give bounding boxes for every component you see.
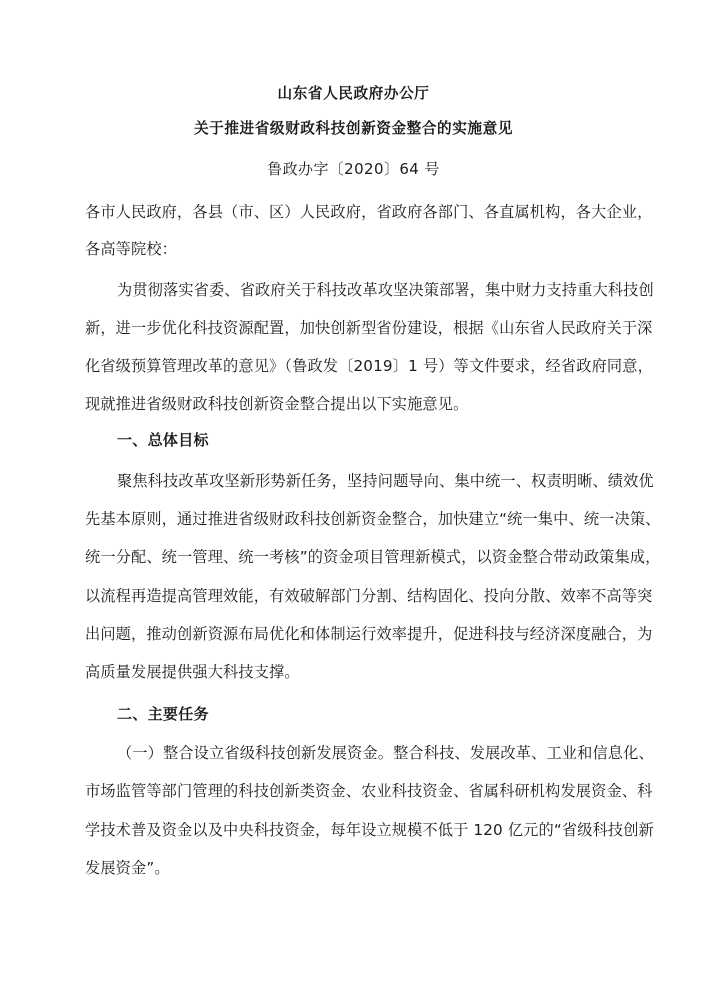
- paragraph-line: （一）整合设立省级科技创新发展资金。整合科技、发展改革、工业和信息化、: [117, 744, 654, 762]
- paragraph-line: 现就推进省级财政科技创新资金整合提出以下实施意见。: [85, 395, 469, 413]
- document-number: 鲁政办字〔2020〕64 号: [267, 160, 440, 178]
- paragraph-line: 先基本原则，通过推进省级财政科技创新资金整合，加快建立“统一集中、统一决策、: [85, 510, 661, 528]
- paragraph-line: 新，进一步优化科技资源配置，加快创新型省份建设，根据《山东省人民政府关于深: [85, 319, 653, 337]
- paragraph-line: 市场监管等部门管理的科技创新类资金、农业科技资金、省属科研机构发展资金、科: [85, 782, 653, 800]
- issuer-heading: 山东省人民政府办公厅: [277, 85, 430, 102]
- addressee-line: 各市人民政府，各县（市、区）人民政府，省政府各部门、各直属机构，各大企业，: [85, 203, 653, 221]
- paragraph-line: 统一分配、统一管理、统一考核”的资金项目管理新模式，以资金整合带动政策集成，: [85, 548, 661, 566]
- paragraph-line: 发展资金”。: [85, 859, 170, 877]
- paragraph-line: 出问题，推动创新资源布局优化和体制运行效率提升，促进科技与经济深度融合，为: [85, 625, 653, 643]
- paragraph-line: 高质量发展提供强大科技支撑。: [85, 663, 300, 681]
- addressee-line: 各高等院校：: [85, 240, 178, 258]
- paragraph-line: 学技术普及资金以及中央科技资金，每年设立规模不低于 120 亿元的“省级科技创新: [85, 821, 654, 839]
- document-title: 关于推进省级财政科技创新资金整合的实施意见: [193, 120, 514, 137]
- paragraph-line: 以流程再造提高管理效能，有效破解部门分割、结构固化、投向分散、效率不高等突: [85, 587, 653, 605]
- paragraph-line: 化省级预算管理改革的意见》（鲁政发〔2019〕1 号）等文件要求，经省政府同意，: [85, 357, 653, 375]
- section-heading-main-tasks: 二、主要任务: [117, 705, 209, 723]
- section-heading-general-goals: 一、总体目标: [117, 431, 209, 449]
- paragraph-line: 为贯彻落实省委、省政府关于科技改革攻坚决策部署，集中财力支持重大科技创: [117, 281, 654, 299]
- paragraph-line: 聚焦科技改革攻坚新形势新任务，坚持问题导向、集中统一、权责明晰、绩效优: [117, 472, 654, 490]
